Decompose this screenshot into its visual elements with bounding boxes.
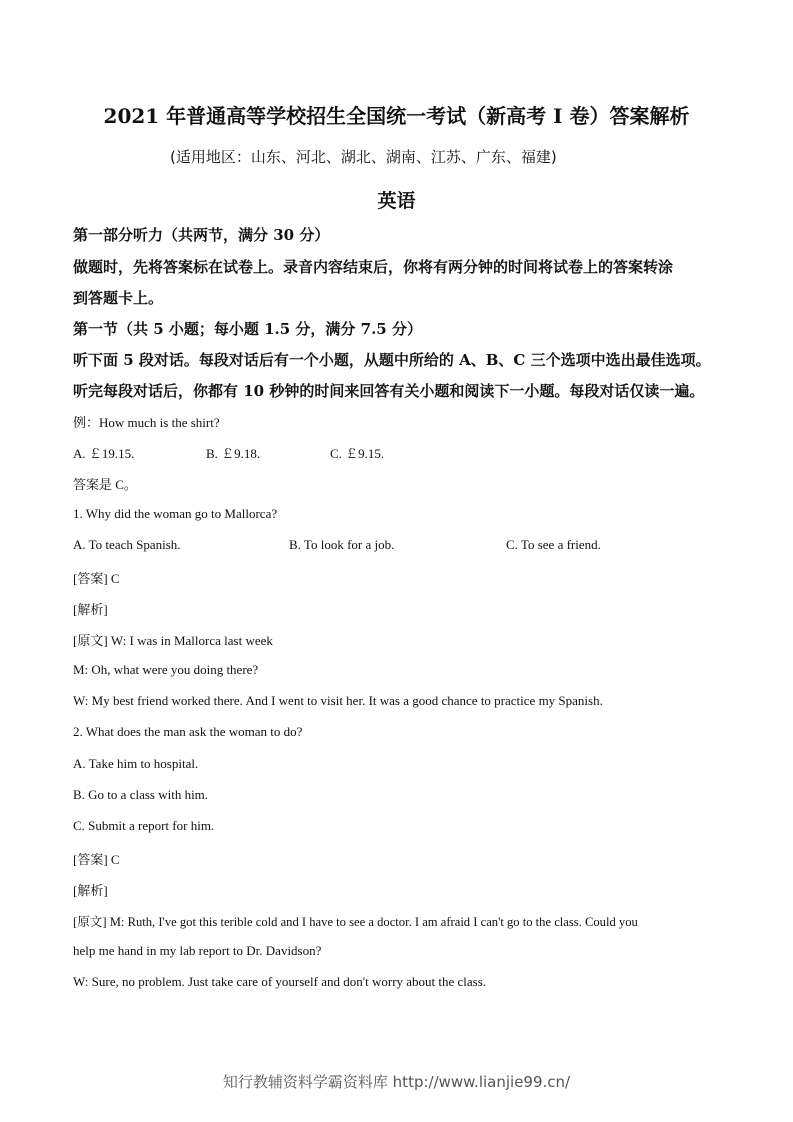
footer-watermark-link[interactable]: 知行教辅资料学霸资料库 http://www.lianjie99.cn/ (222, 1073, 571, 1091)
q2-answer: [答案] C (73, 852, 120, 867)
q1-question: 1. Why did the woman go to Mallorca? (73, 506, 278, 521)
q2-script-line3: W: Sure, no problem. Just take care of yourself and don't worry about the class. (73, 974, 487, 989)
subject-heading: 英语 (377, 190, 416, 212)
section1-instruction-line1: 听下面 5 段对话。每段对话后有一个小题，从题中所给的 A、B、C 三个选项中选出最佳选项。 (73, 351, 711, 369)
example-answer: 答案是 C。 (73, 477, 137, 492)
part1-instruction-line2: 到答题卡上。 (73, 289, 164, 307)
q2-question: 2. What does the man ask the woman to do? (73, 724, 303, 739)
example-option-a: A. ￡19.15. (73, 446, 135, 461)
q2-script-line1: [原文] M: Ruth, I've got this terible cold and I have to see a doctor. I am afraid I can't go to the class. Could you (73, 915, 638, 929)
page-title: 2021 年普通高等学校招生全国统一考试（新高考 I 卷）答案解析 (103, 104, 690, 128)
example-question: 例：How much is the shirt? (73, 415, 220, 430)
q2-option-b: B. Go to a class with him. (73, 787, 209, 802)
q1-option-c: C. To see a friend. (506, 537, 601, 552)
q2-option-a: A. Take him to hospital. (73, 756, 199, 771)
q2-analysis-label: [解析] (73, 883, 108, 898)
q1-answer: [答案] C (73, 571, 120, 586)
q1-option-b: B. To look for a job. (289, 537, 395, 552)
q1-analysis-label: [解析] (73, 602, 108, 617)
q2-script-line2: help me hand in my lab report to Dr. Davidson? (73, 943, 322, 958)
example-option-b: B. ￡9.18. (206, 446, 261, 461)
q1-script-line2: M: Oh, what were you doing there? (73, 662, 259, 677)
part1-instruction-line1: 做题时，先将答案标在试卷上。录音内容结束后，你将有两分钟的时间将试卷上的答案转涂 (73, 258, 674, 276)
q1-option-a: A. To teach Spanish. (73, 537, 181, 552)
section1-heading: 第一节（共 5 小题；每小题 1.5 分，满分 7.5 分） (73, 320, 422, 338)
q1-script-line1: [原文] W: I was in Mallorca last week (73, 633, 273, 648)
q1-script-line3: W: My best friend worked there. And I went to visit her. It was a good chance to practice my Spanish. (73, 693, 603, 708)
section1-instruction-line2: 听完每段对话后，你都有 10 秒钟的时间来回答有关小题和阅读下一小题。每段对话仅读一遍。 (73, 382, 705, 400)
applicable-regions: (适用地区：山东、河北、湖北、湖南、江苏、广东、福建) (170, 148, 557, 166)
part1-heading: 第一部分听力（共两节，满分 30 分） (73, 226, 330, 244)
q2-option-c: C. Submit a report for him. (73, 818, 215, 833)
example-option-c: C. ￡9.15. (330, 446, 385, 461)
